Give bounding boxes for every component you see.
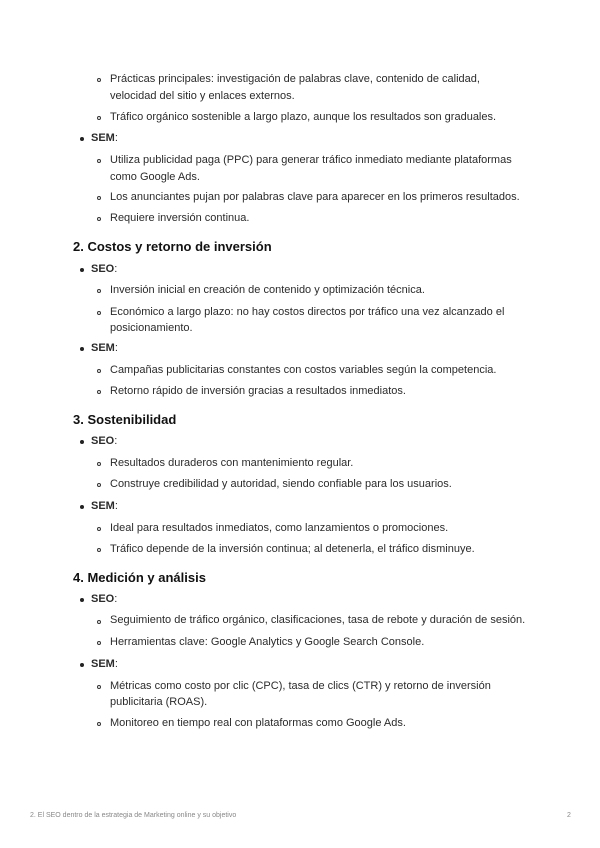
bullet-marker bbox=[80, 505, 84, 509]
list-item: Inversión inicial en creación de contenido y optimización técnica. bbox=[110, 284, 425, 296]
sub-bullet-marker bbox=[97, 462, 101, 466]
list-item: Campañas publicitarias constantes con costos variables según la competencia. bbox=[110, 364, 497, 376]
bullet-seo bbox=[91, 261, 117, 278]
sub-bullet-marker bbox=[97, 289, 101, 293]
bullet-sem-label: SEM bbox=[91, 658, 115, 670]
list-item: Prácticas principales: investigación de palabras clave, contenido de calidad, bbox=[110, 73, 480, 85]
sub-bullet-marker bbox=[97, 159, 101, 163]
sub-bullet-marker bbox=[97, 369, 101, 373]
list-item: Métricas como costo por clic (CPC), tasa de clics (CTR) y retorno de inversión bbox=[110, 680, 491, 692]
bullet-seo-label: SEO bbox=[91, 435, 115, 447]
list-item: Construye credibilidad y autoridad, siendo confiable para los usuarios. bbox=[110, 478, 452, 490]
bullet-marker bbox=[80, 663, 84, 667]
footer-text: 2. El SEO dentro de la estrategia de Marketing online y su objetivo bbox=[30, 812, 237, 819]
sub-bullet-marker bbox=[97, 685, 101, 689]
bullet-marker bbox=[80, 347, 84, 351]
list-item-continuation: publicitaria (ROAS). bbox=[110, 696, 208, 708]
bullet-marker bbox=[80, 440, 84, 444]
bullet-sem-label: SEM bbox=[91, 132, 115, 144]
list-item: Resultados duraderos con mantenimiento regular. bbox=[110, 457, 354, 469]
sub-bullet-marker bbox=[97, 390, 101, 394]
bullet-marker bbox=[80, 268, 84, 272]
bullet-sem-label: SEM bbox=[91, 500, 115, 512]
list-item-continuation: velocidad del sitio y enlaces externos. bbox=[110, 90, 295, 102]
section-heading: 4. Medición y análisis bbox=[73, 570, 206, 585]
list-item: Los anunciantes pujan por palabras clave para aparecer en los primeros resultados. bbox=[110, 191, 520, 203]
list-item: Seguimiento de tráfico orgánico, clasificaciones, tasa de rebote y duración de sesión. bbox=[110, 614, 526, 626]
bullet-colon: : bbox=[114, 263, 118, 275]
list-item: Tráfico depende de la inversión continua; al detenerla, el tráfico disminuye. bbox=[110, 543, 475, 555]
page-number: 2 bbox=[567, 812, 571, 819]
bullet-colon: : bbox=[114, 342, 118, 354]
bullet-seo bbox=[91, 591, 117, 608]
sub-bullet-marker bbox=[97, 641, 101, 645]
list-item: Requiere inversión continua. bbox=[110, 212, 250, 224]
bullet-marker bbox=[80, 137, 84, 141]
sub-bullet-marker bbox=[97, 78, 101, 82]
sub-bullet-marker bbox=[97, 722, 101, 726]
sub-bullet-marker bbox=[97, 311, 101, 315]
list-item: Económico a largo plazo: no hay costos directos por tráfico una vez alcanzado el bbox=[110, 306, 505, 318]
sub-bullet-marker bbox=[97, 548, 101, 552]
sub-bullet-marker bbox=[97, 217, 101, 221]
bullet-sem-label: SEM bbox=[91, 342, 115, 354]
sub-bullet-marker bbox=[97, 483, 101, 487]
section-heading: 3. Sostenibilidad bbox=[73, 412, 177, 427]
bullet-sem bbox=[91, 498, 118, 515]
list-item: Monitoreo en tiempo real con plataformas como Google Ads. bbox=[110, 717, 406, 729]
bullet-sem bbox=[91, 130, 118, 147]
list-item: Utiliza publicidad paga (PPC) para generar tráfico inmediato mediante plataformas bbox=[110, 154, 512, 166]
section-heading: 2. Costos y retorno de inversión bbox=[73, 239, 272, 254]
sub-bullet-marker bbox=[97, 116, 101, 120]
bullet-seo-label: SEO bbox=[91, 593, 115, 605]
bullet-seo-label: SEO bbox=[91, 263, 115, 275]
bullet-seo bbox=[91, 433, 117, 450]
bullet-colon: : bbox=[114, 132, 118, 144]
bullet-colon: : bbox=[114, 593, 118, 605]
list-item: Herramientas clave: Google Analytics y Google Search Console. bbox=[110, 636, 425, 648]
sub-bullet-marker bbox=[97, 527, 101, 531]
bullet-sem bbox=[91, 340, 118, 357]
bullet-marker bbox=[80, 598, 84, 602]
sub-bullet-marker bbox=[97, 196, 101, 200]
list-item: Retorno rápido de inversión gracias a resultados inmediatos. bbox=[110, 385, 406, 397]
bullet-colon: : bbox=[114, 500, 118, 512]
list-item: Ideal para resultados inmediatos, como lanzamientos o promociones. bbox=[110, 522, 449, 534]
list-item: Tráfico orgánico sostenible a largo plazo, aunque los resultados son graduales. bbox=[110, 111, 497, 123]
sub-bullet-marker bbox=[97, 620, 101, 624]
bullet-colon: : bbox=[114, 658, 118, 670]
list-item-continuation: como Google Ads. bbox=[110, 171, 200, 183]
bullet-sem bbox=[91, 656, 118, 673]
bullet-colon: : bbox=[114, 435, 118, 447]
list-item-continuation: posicionamiento. bbox=[110, 322, 193, 334]
